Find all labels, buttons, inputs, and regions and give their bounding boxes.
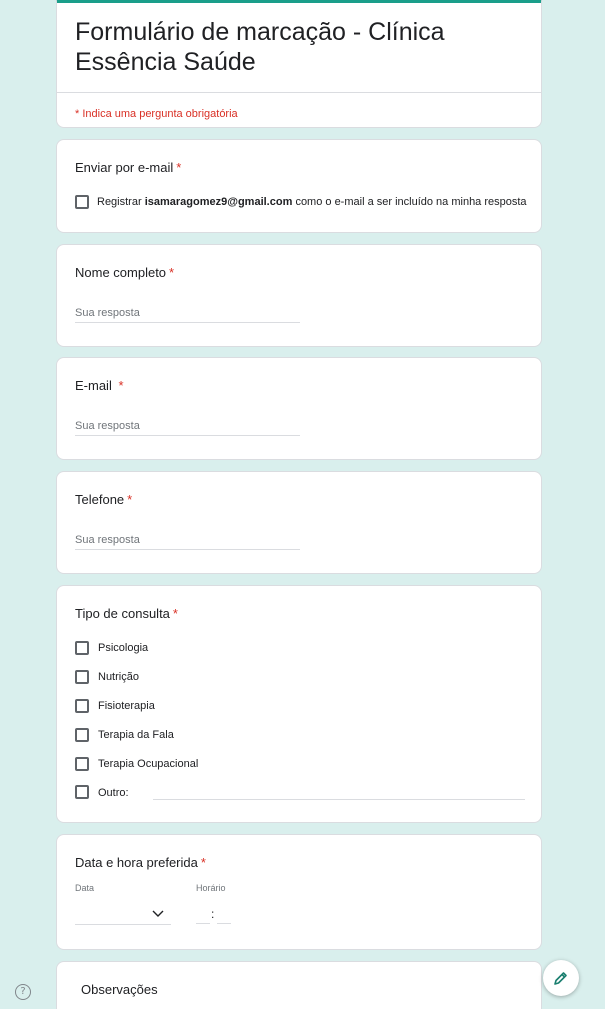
time-label: Horário	[196, 883, 226, 893]
date-picker[interactable]	[75, 905, 171, 925]
required-asterisk: *	[200, 855, 206, 870]
minute-input[interactable]	[217, 908, 231, 924]
option-checkbox[interactable]	[75, 641, 89, 655]
question-title: Observações	[81, 982, 158, 997]
option-label: Terapia da Fala	[98, 729, 174, 741]
required-asterisk: *	[172, 606, 178, 621]
pencil-icon	[553, 970, 569, 986]
option-label: Psicologia	[98, 642, 149, 654]
question-title: Nome completo *	[75, 265, 175, 280]
other-option-input[interactable]	[153, 784, 525, 800]
required-asterisk: *	[127, 492, 133, 507]
question-email	[56, 357, 542, 460]
email-input[interactable]	[75, 416, 300, 436]
required-asterisk: *	[169, 265, 175, 280]
user-email: isamaragomez9@gmail.com	[144, 196, 293, 208]
question-consult-type	[56, 585, 542, 823]
question-title: E-mail *	[75, 378, 124, 393]
question-date-time	[56, 834, 542, 950]
option-checkbox[interactable]	[75, 757, 89, 771]
header-divider	[57, 92, 541, 93]
time-separator: :	[211, 907, 215, 921]
help-circle-icon[interactable]: ?	[15, 984, 31, 1000]
record-email-checkbox[interactable]	[75, 195, 89, 209]
hour-input[interactable]	[196, 908, 210, 924]
phone-input[interactable]	[75, 530, 300, 550]
option-label: Fisioterapia	[98, 700, 155, 712]
option-checkbox[interactable]	[75, 699, 89, 713]
full-name-input[interactable]	[75, 303, 300, 323]
form-header-card	[56, 0, 542, 128]
record-email-label: Registrar isamaragomez9@gmail.com como o e-mail a ser incluído na minha resposta	[97, 196, 527, 208]
required-note: * Indica uma pergunta obrigatória	[75, 108, 238, 120]
question-full-name	[56, 244, 542, 347]
option-checkbox[interactable]	[75, 728, 89, 742]
required-asterisk: *	[118, 378, 124, 393]
required-asterisk: *	[176, 160, 182, 175]
form-title: Formulário de marcação - Clínica Essência Saúde	[75, 18, 445, 76]
question-title: Tipo de consulta *	[75, 606, 178, 621]
question-notes	[56, 961, 542, 1009]
question-send-email	[56, 139, 542, 233]
other-option-label: Outro:	[98, 787, 129, 799]
option-label: Nutrição	[98, 671, 139, 683]
date-label: Data	[75, 883, 95, 893]
question-title: Enviar por e-mail *	[75, 160, 182, 175]
question-title: Telefone *	[75, 492, 133, 507]
edit-button[interactable]	[543, 960, 579, 996]
option-checkbox[interactable]	[75, 670, 89, 684]
chevron-down-icon	[151, 907, 165, 921]
other-option-checkbox[interactable]	[75, 785, 89, 799]
question-title: Data e hora preferida *	[75, 855, 206, 870]
question-phone	[56, 471, 542, 574]
option-label: Terapia Ocupacional	[98, 758, 199, 770]
